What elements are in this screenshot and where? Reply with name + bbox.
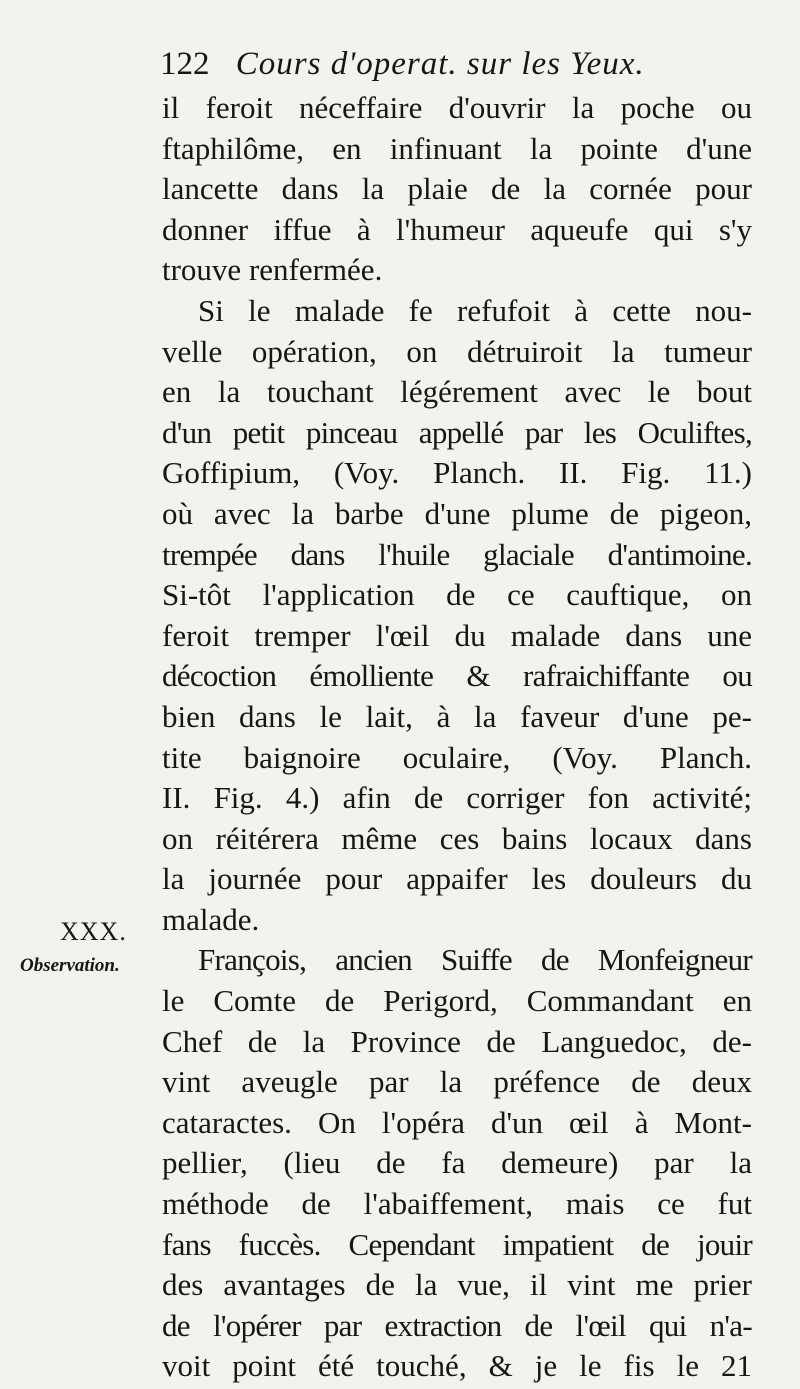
text-line: lancette dans la plaie de la cornée pour <box>162 171 752 207</box>
body-text <box>162 88 752 1387</box>
observation-number: XXX. <box>60 917 127 946</box>
text-line: donner iffue à l'humeur aqueufe qui s'y <box>162 211 752 247</box>
text-line: Chef de la Province de Languedoc, de- <box>162 1023 752 1059</box>
text-line: en la touchant légérement avec le bout <box>162 374 752 410</box>
text-line: fans fuccès. Cependant impatient de jouir <box>162 1226 752 1262</box>
page-number: 122 <box>160 46 210 82</box>
text-line: la journée pour appaifer les douleurs du <box>162 861 752 897</box>
text-line: malade. <box>162 901 260 937</box>
observation-label: Observation. <box>20 955 120 976</box>
text-line: velle opération, on détruiroit la tumeur <box>162 333 752 369</box>
text-line: ftaphilôme, en infinuant la pointe d'une <box>162 130 752 166</box>
text-line: on réitérera même ces bains locaux dans <box>162 820 752 856</box>
text-line: de l'opérer par extraction de l'œil qui n'a- <box>162 1307 752 1343</box>
text-line: trempée dans l'huile glaciale d'antimoine. <box>162 536 752 572</box>
text-line: le Comte de Perigord, Commandant en <box>162 983 752 1019</box>
text-line: François, ancien Suiffe de Monfeigneur <box>198 942 752 978</box>
text-line: il feroit néceffaire d'ouvrir la poche ou <box>162 90 752 125</box>
page-header <box>160 40 745 88</box>
text-line: Si le malade fe refufoit à cette nou- <box>198 292 752 328</box>
text-line: vint aveugle par la préfence de deux <box>162 1064 752 1100</box>
text-line: où avec la barbe d'une plume de pigeon, <box>162 495 752 531</box>
text-line: feroit tremper l'œil du malade dans une <box>162 617 752 653</box>
text-line: bien dans le lait, à la faveur d'une pe- <box>162 698 752 734</box>
text-line: pellier, (lieu de fa demeure) par la <box>162 1145 752 1181</box>
text-line: d'un petit pinceau appellé par les Oculiftes, <box>162 414 752 450</box>
text-line: voit point été touché, & je le fis le 21 <box>162 1348 752 1384</box>
text-line: cataractes. On l'opéra d'un œil à Mont- <box>162 1104 752 1140</box>
text-line: méthode de l'abaiffement, mais ce fut <box>162 1186 752 1222</box>
text-line: trouve renfermée. <box>162 252 383 288</box>
text-line: Si-tôt l'application de ce cauftique, on <box>162 577 752 613</box>
text-line: Goffipium, (Voy. Planch. II. Fig. 11.) <box>162 455 752 491</box>
text-line: décoction émolliente & rafraichiffante ou <box>162 658 752 694</box>
text-line: II. Fig. 4.) afin de corriger fon activité; <box>162 780 752 816</box>
running-title: Cours d'operat. sur les Yeux. <box>235 46 645 82</box>
text-line: des avantages de la vue, il vint me prier <box>162 1267 752 1303</box>
text-line: tite baignoire oculaire, (Voy. Planch. <box>162 739 752 775</box>
